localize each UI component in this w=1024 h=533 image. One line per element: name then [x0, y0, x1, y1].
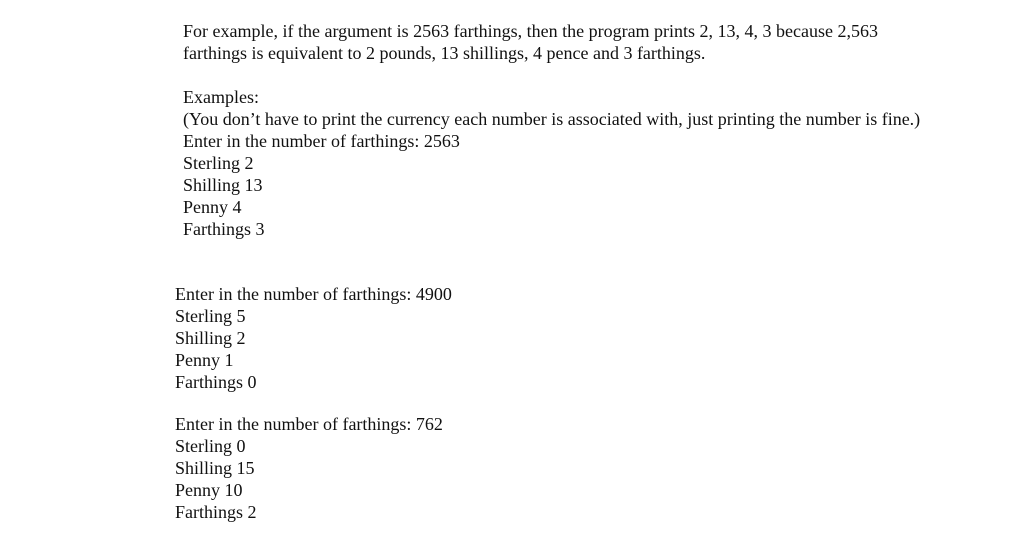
example-1-shilling: Shilling 13 [183, 175, 263, 195]
examples-heading: Examples: [183, 87, 259, 107]
example-3 [175, 413, 443, 523]
example-3-penny: Penny 10 [175, 480, 243, 500]
intro-paragraph: For example, if the argument is 2563 farthings, then the program prints 2, 13, 4, 3 because 2,563 farthings is equivalent to 2 pounds, 13 shillings, 4 pence and 3 farthings. [183, 21, 879, 63]
example-2-shilling: Shilling 2 [175, 328, 246, 348]
example-3-shilling: Shilling 15 [175, 458, 255, 478]
example-2-farthings: Farthings 0 [175, 372, 257, 392]
example-2-sterling: Sterling 5 [175, 306, 246, 326]
example-3-farthings: Farthings 2 [175, 502, 257, 522]
example-3-prompt: Enter in the number of farthings: 762 [175, 414, 443, 434]
example-1-sterling: Sterling 2 [183, 153, 254, 173]
example-1-prompt: Enter in the number of farthings: 2563 [183, 131, 460, 151]
example-3-sterling: Sterling 0 [175, 436, 246, 456]
example-2-penny: Penny 1 [175, 350, 234, 370]
example-1-penny: Penny 4 [183, 197, 242, 217]
examples-section [183, 86, 943, 240]
example-2 [175, 283, 452, 393]
examples-note: (You don’t have to print the currency each number is associated with, just printing the number is fine.) [183, 109, 921, 129]
example-1-farthings: Farthings 3 [183, 219, 265, 239]
example-2-prompt: Enter in the number of farthings: 4900 [175, 284, 452, 304]
